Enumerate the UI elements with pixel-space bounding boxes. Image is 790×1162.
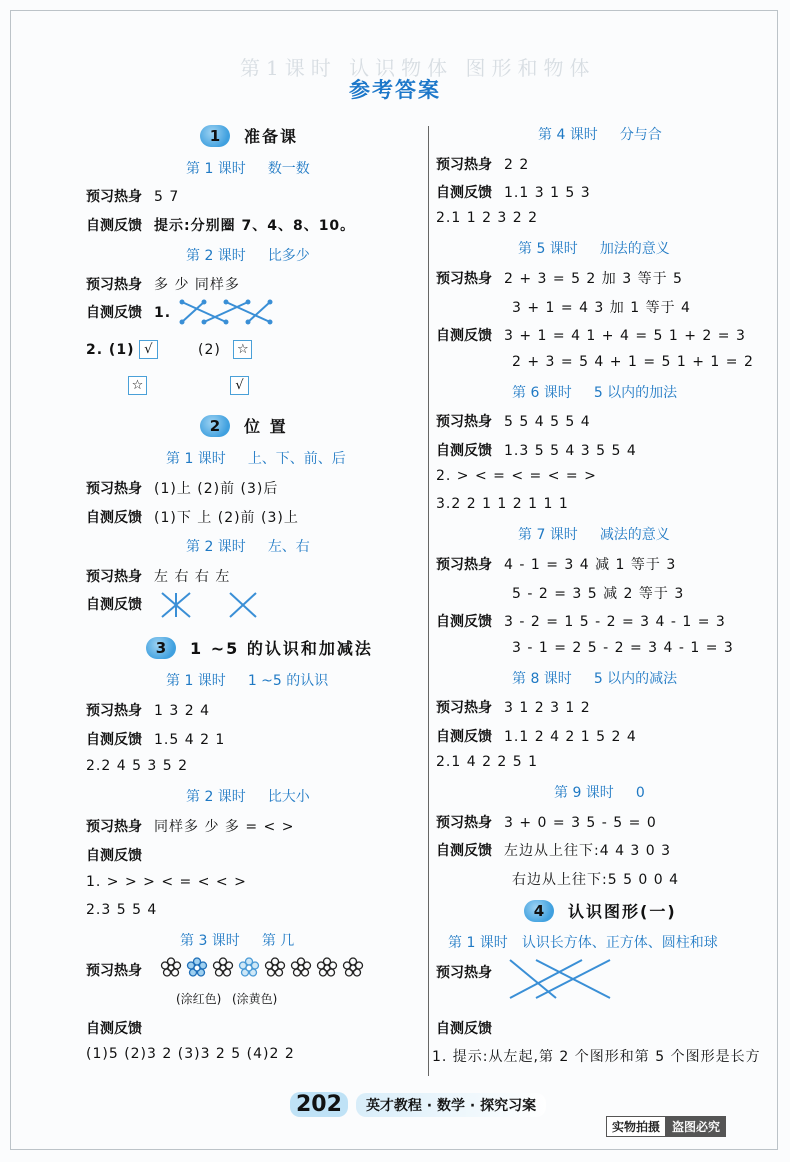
label-warmup: 预习热身	[436, 271, 492, 287]
answer-value: 3 1 2 3 1 2	[504, 700, 591, 716]
page-title: 参考答案	[349, 78, 441, 102]
answer-value: 1. > > > < = < < >	[86, 874, 247, 890]
answer-value: 5 - 2 = 3 5 减 2 等于 3	[512, 586, 685, 602]
question-number: (2)	[198, 341, 221, 358]
answer-row	[436, 468, 597, 484]
answer-value: 1. 提示:从左起,第 2 个图形和第 5 个图形是长方	[432, 1049, 761, 1065]
answer-row	[230, 376, 249, 395]
lesson-number: 第 8 课时	[512, 671, 572, 687]
unit-title: 准备课	[244, 127, 299, 146]
label-feedback: 自测反馈	[86, 848, 142, 864]
answer-value: 1 3 2 4	[154, 703, 210, 719]
label-warmup: 预习热身	[86, 277, 142, 293]
answer-row	[436, 726, 637, 746]
label-feedback: 自测反馈	[436, 614, 492, 630]
flower-icon	[160, 957, 182, 979]
star-box: ☆	[128, 376, 147, 395]
lesson-title: 5 以内的加法	[593, 385, 678, 401]
answer-row	[86, 186, 179, 206]
lesson-heading	[186, 158, 310, 178]
answer-value: 1.1 3 1 5 3	[504, 185, 591, 201]
lesson-title: 1 ~5 的认识	[247, 673, 329, 689]
answer-value: 右边从上往下:5 5 0 0 4	[512, 872, 680, 888]
label-warmup: 预习热身	[436, 157, 492, 173]
answer-row	[86, 507, 299, 527]
flower-icon-colored	[186, 957, 208, 979]
lesson-number: 第 2 课时	[186, 248, 246, 264]
lesson-heading	[518, 238, 670, 258]
check-box: √	[139, 340, 158, 359]
lesson-title: 比多少	[267, 248, 310, 264]
label-feedback: 自测反馈	[436, 443, 492, 459]
label-warmup: 预习热身	[86, 569, 142, 585]
unit-number-badge: 2	[200, 415, 230, 437]
stamp-right: 盗图必究	[666, 1116, 726, 1137]
lesson-heading	[166, 670, 328, 690]
answer-value: 5 5 4 5 5 4	[504, 414, 591, 430]
label-warmup: 预习热身	[86, 481, 142, 497]
answer-value: 多 少 同样多	[154, 277, 240, 293]
question-number: 2. (1)	[86, 341, 135, 358]
answer-value: 2 + 3 = 5 2 加 3 等于 5	[504, 271, 683, 287]
lesson-title: 分与合	[619, 127, 662, 143]
answer-row	[436, 812, 657, 832]
answer-row	[436, 325, 746, 345]
label-feedback: 自测反馈	[436, 1021, 492, 1037]
label-warmup: 预习热身	[86, 963, 142, 979]
label-warmup: 预习热身	[436, 557, 492, 573]
answer-row	[86, 340, 158, 359]
answer-row	[512, 354, 754, 370]
lesson-title: 第 几	[261, 933, 295, 949]
lesson-heading	[186, 786, 310, 806]
answer-row	[86, 758, 188, 774]
answer-row	[86, 816, 294, 836]
book-title: 英才教程 · 数学 · 探究习案	[356, 1093, 546, 1117]
unit-number-badge: 3	[146, 637, 176, 659]
answer-value: 3 - 1 = 2 5 - 2 = 3 4 - 1 = 3	[512, 640, 734, 656]
answer-row	[128, 376, 147, 395]
answer-value: 2.1 1 2 3 2 2	[436, 210, 539, 226]
label-warmup: 预习热身	[436, 700, 492, 716]
answer-value: (1)上 (2)前 (3)后	[154, 481, 279, 497]
label-feedback: 自测反馈	[436, 328, 492, 344]
answer-value: (1)5 (2)3 2 (3)3 2 5 (4)2 2	[86, 1046, 295, 1062]
label-warmup: 预习热身	[436, 414, 492, 430]
answer-row	[436, 210, 538, 226]
flower-icon	[342, 957, 364, 979]
answer-row	[436, 440, 637, 460]
answer-row	[86, 1018, 154, 1038]
answer-row	[86, 700, 210, 720]
label-feedback: 自测反馈	[86, 732, 142, 748]
answer-value: 3 + 1 = 4 3 加 1 等于 4	[512, 300, 691, 316]
unit-title: 位 置	[244, 417, 288, 436]
caption-yellow: (涂黄色)	[232, 992, 278, 1006]
answer-value: 2 + 3 = 5 4 + 1 = 5 1 + 1 = 2	[512, 354, 754, 370]
lesson-heading	[180, 930, 294, 950]
lesson-heading	[512, 668, 677, 688]
lesson-number: 第 1 课时	[166, 451, 226, 467]
lesson-title: 数一数	[267, 161, 310, 177]
answer-value: 5 7	[154, 189, 180, 205]
answer-row	[86, 478, 278, 498]
lesson-title: 加法的意义	[599, 241, 670, 257]
lesson-heading	[554, 782, 645, 802]
unit-title: 认识图形(一)	[568, 902, 677, 921]
answer-value: 同样多 少 多 = < >	[154, 819, 295, 835]
flower-icon	[212, 957, 234, 979]
lesson-number: 第 4 课时	[538, 127, 598, 143]
answer-value: 左 右 右 左	[154, 569, 231, 585]
lesson-title: 认识长方体、正方体、圆柱和球	[521, 935, 718, 951]
answer-value: 2 2	[504, 157, 530, 173]
lesson-number: 第 9 课时	[554, 785, 614, 801]
lesson-heading	[186, 536, 310, 556]
watermark-stamp	[606, 1116, 726, 1137]
label-warmup: 预习热身	[86, 819, 142, 835]
answer-row	[436, 554, 676, 574]
answer-row	[512, 297, 691, 317]
answer-row	[436, 754, 538, 770]
answer-row	[436, 611, 726, 631]
answer-value: 1.5 4 2 1	[154, 732, 226, 748]
lesson-title: 上、下、前、后	[247, 451, 346, 467]
lesson-number: 第 6 课时	[512, 385, 572, 401]
answer-row	[512, 583, 684, 603]
label-feedback: 自测反馈	[86, 305, 142, 321]
lesson-heading	[166, 448, 346, 468]
lesson-heading	[186, 245, 310, 265]
lesson-heading	[448, 932, 718, 952]
stamp-left: 实物拍摄	[606, 1116, 666, 1137]
lesson-number: 第 1 课时	[166, 673, 226, 689]
answer-value: 2.2 4 5 3 5 2	[86, 758, 189, 774]
lesson-title: 比大小	[267, 789, 310, 805]
answer-value: 1.	[154, 305, 172, 321]
lesson-title: 减法的意义	[599, 527, 670, 543]
label-feedback: 自测反馈	[436, 843, 492, 859]
label-warmup: 预习热身	[86, 189, 142, 205]
answer-row	[86, 729, 225, 749]
label-feedback: 自测反馈	[86, 218, 142, 234]
caption-red: (涂红色)	[176, 992, 222, 1006]
answer-value: 3.2 2 1 1 2 1 1 1	[436, 496, 569, 512]
answer-value: 4 - 1 = 3 4 减 1 等于 3	[504, 557, 677, 573]
lesson-title: 左、右	[267, 539, 310, 555]
lesson-heading	[518, 524, 670, 544]
answer-row	[436, 182, 591, 202]
answer-value: 提示:分别圈 7、4、8、10。	[154, 218, 356, 234]
answer-value: 2.3 5 5 4	[86, 902, 158, 918]
flower-row	[160, 957, 364, 979]
lesson-title: 5 以内的减法	[593, 671, 678, 687]
lesson-number: 第 2 课时	[186, 539, 246, 555]
answer-row	[512, 869, 679, 889]
answer-row	[86, 845, 154, 865]
lesson-number: 第 1 课时	[186, 161, 246, 177]
matching-lines-figure	[176, 298, 276, 326]
answer-row	[512, 640, 734, 656]
answer-value: 2. > < = < = < = >	[436, 468, 597, 484]
unit-number-badge: 1	[200, 125, 230, 147]
answer-value: 左边从上往下:4 4 3 0 3	[504, 843, 672, 859]
answer-row	[86, 1046, 295, 1062]
answer-row	[436, 697, 591, 717]
answer-row	[198, 340, 252, 359]
lesson-title: 0	[635, 785, 645, 801]
shape-matching-lines-figure	[506, 956, 616, 1002]
answer-row	[436, 1018, 504, 1038]
label-feedback: 自测反馈	[86, 597, 142, 613]
flower-icon	[316, 957, 338, 979]
label-warmup: 预习热身	[86, 703, 142, 719]
label-feedback: 自测反馈	[436, 729, 492, 745]
flower-icon	[264, 957, 286, 979]
unit-number-badge: 4	[524, 900, 554, 922]
flower-icon-colored	[238, 957, 260, 979]
unit-2-header	[200, 414, 288, 437]
answer-row	[436, 268, 683, 288]
right-column	[430, 0, 790, 1162]
ghost-header-text: 第1课时 认识物体 图形和物体	[240, 56, 596, 80]
answer-row	[86, 215, 355, 235]
answer-row	[86, 594, 154, 614]
answer-row	[436, 962, 504, 982]
unit-1-header	[200, 124, 298, 147]
answer-row	[432, 1046, 761, 1066]
answer-row	[86, 960, 154, 980]
answer-value: 2.1 4 2 2 5 1	[436, 754, 539, 770]
unit-title: 1 ~5 的认识和加减法	[190, 639, 373, 658]
answer-row	[86, 902, 157, 918]
answer-row	[86, 274, 240, 294]
star-box: ☆	[233, 340, 252, 359]
unit-4-header	[524, 899, 677, 922]
answer-row	[86, 874, 247, 890]
lesson-number: 第 5 课时	[518, 241, 578, 257]
left-right-lines-figure	[160, 590, 260, 620]
check-box: √	[230, 376, 249, 395]
answer-value: 3 + 0 = 3 5 - 5 = 0	[504, 815, 657, 831]
label-feedback: 自测反馈	[86, 510, 142, 526]
answer-value: 1.1 2 4 2 1 5 2 4	[504, 729, 637, 745]
answer-row	[86, 566, 230, 586]
answer-value: 1.3 5 5 4 3 5 5 4	[504, 443, 637, 459]
label-warmup: 预习热身	[436, 815, 492, 831]
answer-row	[86, 302, 171, 322]
label-feedback: 自测反馈	[86, 1021, 142, 1037]
lesson-number: 第 2 课时	[186, 789, 246, 805]
flower-icon	[290, 957, 312, 979]
label-feedback: 自测反馈	[436, 185, 492, 201]
answer-value: 3 + 1 = 4 1 + 4 = 5 1 + 2 = 3	[504, 328, 746, 344]
label-warmup: 预习热身	[436, 965, 492, 981]
page-number: 202	[290, 1092, 348, 1117]
lesson-heading	[538, 124, 662, 144]
answer-row	[436, 154, 529, 174]
page-footer	[290, 1092, 546, 1117]
lesson-number: 第 3 课时	[180, 933, 240, 949]
lesson-number: 第 1 课时	[448, 935, 508, 951]
answer-value: 3 - 2 = 1 5 - 2 = 3 4 - 1 = 3	[504, 614, 726, 630]
answer-row	[436, 411, 591, 431]
lesson-number: 第 7 课时	[518, 527, 578, 543]
answer-row	[436, 496, 569, 512]
lesson-heading	[512, 382, 677, 402]
answer-value: (1)下 上 (2)前 (3)上	[154, 510, 299, 526]
unit-3-header	[146, 636, 373, 659]
answer-row	[436, 840, 671, 860]
